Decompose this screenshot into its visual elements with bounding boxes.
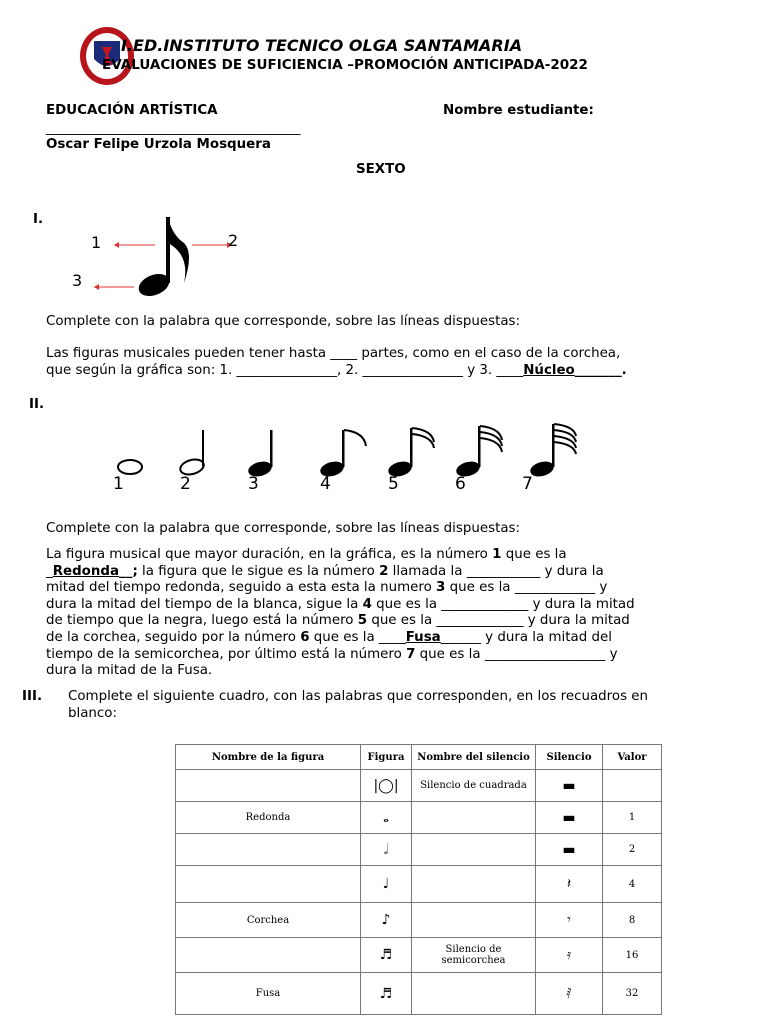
rest-name-cell: Silencio de semicorchea bbox=[412, 938, 536, 973]
rest-name-cell: Silencio de cuadrada bbox=[412, 770, 536, 802]
figure-icon: ♩ bbox=[361, 866, 412, 903]
school-logo bbox=[78, 25, 136, 87]
table-row bbox=[176, 834, 662, 866]
figure-number-2: 2 bbox=[180, 474, 191, 494]
table-row bbox=[176, 973, 662, 1015]
rest-name-cell[interactable] bbox=[412, 802, 536, 834]
table-row bbox=[176, 802, 662, 834]
figure-number-1: 1 bbox=[113, 474, 124, 494]
value-cell: 2 bbox=[603, 834, 662, 866]
figure-icon: 𝅗𝅥 bbox=[361, 834, 412, 866]
table-header-row bbox=[176, 745, 662, 770]
rest-name-cell[interactable] bbox=[412, 903, 536, 938]
header-value: Valor bbox=[603, 745, 662, 770]
rest-icon: 𝄽 bbox=[536, 866, 603, 903]
figure-number-4: 4 bbox=[320, 474, 331, 494]
figure-number-7: 7 bbox=[522, 474, 533, 494]
table-row bbox=[176, 866, 662, 903]
figure-name-cell[interactable] bbox=[176, 834, 361, 866]
figure-name-cell: Redonda bbox=[176, 802, 361, 834]
value-cell[interactable] bbox=[603, 770, 662, 802]
section-1-instruction: Complete con la palabra que corresponde, sobre las líneas dispuestas: bbox=[46, 314, 521, 329]
rest-icon: ▬ bbox=[536, 802, 603, 834]
value-cell: 4 bbox=[603, 866, 662, 903]
figure-icon: ♪ bbox=[361, 903, 412, 938]
rest-name-cell[interactable] bbox=[412, 834, 536, 866]
figure-icon: ♬ bbox=[361, 973, 412, 1015]
figure-name-cell[interactable] bbox=[176, 866, 361, 903]
label-1: 1 bbox=[91, 233, 102, 252]
note-half bbox=[179, 430, 206, 477]
section-3-number: III. bbox=[22, 689, 43, 704]
music-figures-table bbox=[175, 744, 662, 1015]
note-sixty-fourth bbox=[529, 424, 576, 479]
student-line: ______________________________________ bbox=[46, 121, 301, 136]
student-name: Oscar Felipe Urzola Mosquera bbox=[46, 137, 271, 152]
eighth-note-diagram bbox=[60, 205, 260, 305]
table-row bbox=[176, 770, 662, 802]
section-1-line-1: Las figuras musicales pueden tener hasta ____ partes, como en el caso de la corchea, bbox=[46, 346, 621, 361]
value-cell: 1 bbox=[603, 802, 662, 834]
table-row bbox=[176, 903, 662, 938]
section-3-instruction-2: blanco: bbox=[68, 706, 117, 721]
section-1-line-2: que según la gráfica son: 1. _______________, 2. _______________ y 3. ____Núcleo_______. bbox=[46, 362, 627, 378]
note-quarter bbox=[247, 430, 274, 479]
figure-name-cell[interactable] bbox=[176, 770, 361, 802]
note-thirty-second bbox=[455, 426, 502, 479]
label-3: 3 bbox=[72, 271, 83, 290]
table-row bbox=[176, 938, 662, 973]
section-1-paragraph bbox=[46, 346, 726, 379]
rest-name-cell[interactable] bbox=[412, 866, 536, 903]
note-whole bbox=[118, 460, 142, 474]
header-rest: Silencio bbox=[536, 745, 603, 770]
figure-number-3: 3 bbox=[248, 474, 259, 494]
value-cell: 8 bbox=[603, 903, 662, 938]
subject-label: EDUCACIÓN ARTÍSTICA bbox=[46, 103, 218, 118]
label-2: 2 bbox=[228, 231, 239, 250]
rest-icon: ▬ bbox=[536, 834, 603, 866]
figure-name-cell: Fusa bbox=[176, 973, 361, 1015]
header-figure: Figura bbox=[361, 745, 412, 770]
value-cell: 16 bbox=[603, 938, 662, 973]
rest-icon: 𝄿 bbox=[536, 938, 603, 973]
figure-icon: ♬ bbox=[361, 938, 412, 973]
answer-redonda: Redonda bbox=[52, 563, 120, 579]
exam-title: EVALUACIONES DE SUFICIENCIA –PROMOCIÓN ANTICIPADA-2022 bbox=[102, 57, 588, 73]
section-2-number: II. bbox=[29, 397, 45, 412]
section-1-number: I. bbox=[33, 212, 44, 227]
section-2-instruction: Complete con la palabra que corresponde, sobre las líneas dispuestas: bbox=[46, 521, 521, 536]
header-rest-name: Nombre del silencio bbox=[412, 745, 536, 770]
header-figure-name: Nombre de la figura bbox=[176, 745, 361, 770]
figure-number-6: 6 bbox=[455, 474, 466, 494]
note-flag bbox=[168, 217, 189, 283]
figure-icon: 𝅝 bbox=[361, 802, 412, 834]
value-cell: 32 bbox=[603, 973, 662, 1015]
figure-name-cell: Corchea bbox=[176, 903, 361, 938]
rest-icon: 𝅀 bbox=[536, 973, 603, 1015]
student-label: Nombre estudiante: bbox=[443, 103, 594, 118]
rest-name-cell[interactable] bbox=[412, 973, 536, 1015]
school-title: I.ED.INSTITUTO TECNICO OLGA SANTAMARIA bbox=[121, 36, 523, 55]
figure-name-cell[interactable] bbox=[176, 938, 361, 973]
answer-nucleo: Núcleo bbox=[523, 362, 575, 378]
note-sixteenth bbox=[387, 428, 434, 479]
section-3-instruction-1: Complete el siguiente cuadro, con las palabras que corresponden, en los recuadros en bbox=[68, 689, 649, 704]
section-2-paragraph: La figura musical que mayor duración, en la gráfica, es la número 1 que es la _Redonda__; la figura que le sigue es la número 2 llamada la ___________ y dura la mitad del tiempo redonda, seguido a esta esta la numero 3 que es la ____________ y dura la mitad del tiempo de la blanca, sigue la 4 que es la _____________ y dura la mitad de tiempo que la negra, luego está la número 5 que es la _____________ y dura la mitad de la corchea, seguido por la número 6 que es la ____Fusa______ y dura la mitad del tiempo de la semicorchea, por último está la número 7 que es la __________________ y dura la mitad de la Fusa. bbox=[46, 547, 635, 679]
rest-icon: 𝄾 bbox=[536, 903, 603, 938]
rest-icon: ▬ bbox=[536, 770, 603, 802]
figure-number-5: 5 bbox=[388, 474, 399, 494]
grade-label: SEXTO bbox=[356, 162, 406, 177]
note-eighth bbox=[319, 430, 366, 479]
answer-fusa: Fusa bbox=[405, 629, 441, 645]
figure-icon: |◯| bbox=[361, 770, 412, 802]
